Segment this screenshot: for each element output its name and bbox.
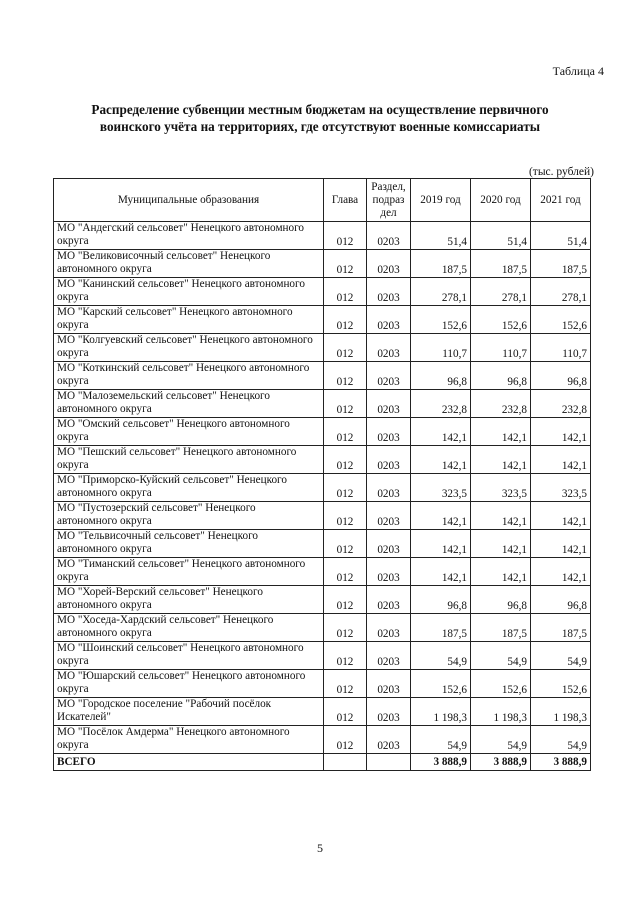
amount-2020: 142,1 <box>471 446 531 474</box>
municipality-name-line2: автономного округа <box>57 543 152 555</box>
table-row <box>54 558 591 586</box>
municipality-name-line2: автономного округа <box>57 487 152 499</box>
municipality-name-line1: МО "Городское поселение "Рабочий посёлок <box>57 698 272 710</box>
amount-2021: 323,5 <box>531 474 591 502</box>
section-code: 0203 <box>367 502 411 530</box>
municipality-name-line2: округа <box>57 571 89 583</box>
municipality-name-line1: МО "Малоземельский сельсовет" Ненецкого <box>57 390 270 402</box>
amount-2020: 187,5 <box>471 614 531 642</box>
col-header-2019: 2019 год <box>411 179 471 222</box>
amount-2019: 51,4 <box>411 222 471 250</box>
col-header-section-line3: дел <box>380 206 397 219</box>
section-code: 0203 <box>367 418 411 446</box>
total-row <box>54 754 591 771</box>
municipality-name-line2: округа <box>57 739 89 751</box>
municipality-name-line1: МО "Омский сельсовет" Ненецкого автономного <box>57 418 290 430</box>
chapter-code: 012 <box>324 278 367 306</box>
municipality-name <box>54 474 324 502</box>
section-code: 0203 <box>367 474 411 502</box>
amount-2021: 187,5 <box>531 614 591 642</box>
chapter-code: 012 <box>324 390 367 418</box>
amount-2019: 142,1 <box>411 558 471 586</box>
municipality-name <box>54 586 324 614</box>
municipality-name-line1: МО "Пешский сельсовет" Ненецкого автономного <box>57 446 297 458</box>
amount-2020: 323,5 <box>471 474 531 502</box>
amount-2019: 142,1 <box>411 502 471 530</box>
section-code: 0203 <box>367 670 411 698</box>
chapter-code: 012 <box>324 306 367 334</box>
chapter-code: 012 <box>324 698 367 726</box>
chapter-code: 012 <box>324 558 367 586</box>
amount-2021: 232,8 <box>531 390 591 418</box>
amount-2021: 96,8 <box>531 586 591 614</box>
municipality-name-line2: округа <box>57 347 89 359</box>
amount-2020: 152,6 <box>471 670 531 698</box>
amount-2019: 96,8 <box>411 586 471 614</box>
col-header-2021: 2021 год <box>531 179 591 222</box>
amount-2019: 187,5 <box>411 250 471 278</box>
amount-2019: 1 198,3 <box>411 698 471 726</box>
chapter-code: 012 <box>324 726 367 754</box>
amount-2021: 54,9 <box>531 726 591 754</box>
chapter-code: 012 <box>324 418 367 446</box>
amount-2021: 96,8 <box>531 362 591 390</box>
chapter-code: 012 <box>324 474 367 502</box>
section-code: 0203 <box>367 306 411 334</box>
table-row <box>54 586 591 614</box>
amount-2019: 142,1 <box>411 530 471 558</box>
total-2021: 3 888,9 <box>531 754 591 771</box>
amount-2021: 152,6 <box>531 306 591 334</box>
municipality-name <box>54 502 324 530</box>
section-code: 0203 <box>367 642 411 670</box>
municipality-name <box>54 418 324 446</box>
total-section <box>367 754 411 771</box>
chapter-code: 012 <box>324 446 367 474</box>
amount-2021: 142,1 <box>531 558 591 586</box>
amount-2020: 152,6 <box>471 306 531 334</box>
amount-2019: 232,8 <box>411 390 471 418</box>
total-label: ВСЕГО <box>54 754 324 771</box>
table-row <box>54 726 591 754</box>
total-2019: 3 888,9 <box>411 754 471 771</box>
amount-2020: 96,8 <box>471 362 531 390</box>
municipality-name <box>54 222 324 250</box>
amount-2020: 110,7 <box>471 334 531 362</box>
municipality-name-line1: МО "Колгуевский сельсовет" Ненецкого автономного <box>57 334 313 346</box>
municipality-name-line2: автономного округа <box>57 627 152 639</box>
section-code: 0203 <box>367 586 411 614</box>
col-header-municipality: Муниципальные образования <box>54 179 324 222</box>
municipality-name <box>54 642 324 670</box>
municipality-name-line1: МО "Приморско-Куйский сельсовет" Ненецкого <box>57 474 287 486</box>
amount-2019: 323,5 <box>411 474 471 502</box>
chapter-code: 012 <box>324 530 367 558</box>
document-title <box>60 101 580 135</box>
section-code: 0203 <box>367 222 411 250</box>
chapter-code: 012 <box>324 670 367 698</box>
title-line-1: Распределение субвенции местным бюджетам на осуществление первичного <box>91 102 549 117</box>
table-row <box>54 474 591 502</box>
chapter-code: 012 <box>324 502 367 530</box>
section-code: 0203 <box>367 362 411 390</box>
col-header-section <box>367 179 411 222</box>
municipality-name <box>54 670 324 698</box>
amount-2019: 54,9 <box>411 642 471 670</box>
table-row <box>54 250 591 278</box>
section-code: 0203 <box>367 446 411 474</box>
total-2020: 3 888,9 <box>471 754 531 771</box>
page-number: 5 <box>317 841 323 855</box>
municipality-name <box>54 278 324 306</box>
amount-2020: 54,9 <box>471 642 531 670</box>
municipality-name-line2: округа <box>57 683 89 695</box>
amount-2020: 142,1 <box>471 418 531 446</box>
amount-2021: 152,6 <box>531 670 591 698</box>
amount-2019: 278,1 <box>411 278 471 306</box>
table-row <box>54 698 591 726</box>
section-code: 0203 <box>367 726 411 754</box>
table-row <box>54 446 591 474</box>
amount-2020: 1 198,3 <box>471 698 531 726</box>
title-line-2: воинского учёта на территориях, где отсутствуют военные комиссариаты <box>99 119 541 134</box>
amount-2019: 187,5 <box>411 614 471 642</box>
chapter-code: 012 <box>324 250 367 278</box>
municipality-name <box>54 558 324 586</box>
amount-2019: 110,7 <box>411 334 471 362</box>
col-header-section-line2: подраз <box>372 193 405 206</box>
amount-2019: 152,6 <box>411 670 471 698</box>
table-row <box>54 306 591 334</box>
table-row <box>54 334 591 362</box>
section-code: 0203 <box>367 390 411 418</box>
amount-2019: 54,9 <box>411 726 471 754</box>
amount-2020: 187,5 <box>471 250 531 278</box>
municipality-name-line1: МО "Пустозерский сельсовет" Ненецкого <box>57 502 256 514</box>
table-body <box>54 222 591 754</box>
chapter-code: 012 <box>324 334 367 362</box>
municipality-name-line2: автономного округа <box>57 263 152 275</box>
municipality-name <box>54 698 324 726</box>
municipality-name <box>54 446 324 474</box>
chapter-code: 012 <box>324 222 367 250</box>
municipality-name-line2: округа <box>57 655 89 667</box>
section-code: 0203 <box>367 334 411 362</box>
municipality-name <box>54 306 324 334</box>
municipality-name <box>54 726 324 754</box>
table-row <box>54 222 591 250</box>
amount-2021: 142,1 <box>531 418 591 446</box>
municipality-name-line2: автономного округа <box>57 515 152 527</box>
municipality-name-line1: МО "Тельвисочный сельсовет" Ненецкого <box>57 530 258 542</box>
header-row <box>54 179 591 222</box>
municipality-name-line2: округа <box>57 375 89 387</box>
table-row <box>54 362 591 390</box>
amount-2021: 142,1 <box>531 446 591 474</box>
amount-2019: 142,1 <box>411 418 471 446</box>
table-row <box>54 530 591 558</box>
table-row <box>54 614 591 642</box>
municipality-name <box>54 614 324 642</box>
table-number: Таблица 4 <box>552 64 604 78</box>
amount-2019: 142,1 <box>411 446 471 474</box>
municipality-name-line1: МО "Карский сельсовет" Ненецкого автономного <box>57 306 293 318</box>
municipality-name-line1: МО "Посёлок Амдерма" Ненецкого автономного <box>57 726 290 738</box>
table-row <box>54 502 591 530</box>
municipality-name-line2: Искателей" <box>57 711 111 723</box>
amount-2020: 232,8 <box>471 390 531 418</box>
units-label: (тыс. рублей) <box>528 166 594 178</box>
col-header-section-line1: Раздел, <box>371 180 406 193</box>
municipality-name-line2: автономного округа <box>57 599 152 611</box>
municipality-name <box>54 530 324 558</box>
municipality-name <box>54 390 324 418</box>
total-chapter <box>324 754 367 771</box>
section-code: 0203 <box>367 250 411 278</box>
municipality-name-line2: округа <box>57 431 89 443</box>
amount-2021: 142,1 <box>531 530 591 558</box>
municipality-name <box>54 250 324 278</box>
amount-2020: 142,1 <box>471 502 531 530</box>
municipality-name-line2: округа <box>57 291 89 303</box>
municipality-name-line1: МО "Канинский сельсовет" Ненецкого автономного <box>57 278 305 290</box>
table-row <box>54 418 591 446</box>
amount-2020: 278,1 <box>471 278 531 306</box>
amount-2020: 142,1 <box>471 530 531 558</box>
municipality-name-line1: МО "Юшарский сельсовет" Ненецкого автономного <box>57 670 306 682</box>
section-code: 0203 <box>367 530 411 558</box>
section-code: 0203 <box>367 278 411 306</box>
amount-2020: 142,1 <box>471 558 531 586</box>
table-row <box>54 670 591 698</box>
chapter-code: 012 <box>324 614 367 642</box>
section-code: 0203 <box>367 558 411 586</box>
table-row <box>54 278 591 306</box>
amount-2021: 142,1 <box>531 502 591 530</box>
amount-2021: 187,5 <box>531 250 591 278</box>
amount-2019: 96,8 <box>411 362 471 390</box>
amount-2019: 152,6 <box>411 306 471 334</box>
col-header-2020: 2020 год <box>471 179 531 222</box>
municipality-name-line1: МО "Хорей-Верский сельсовет" Ненецкого <box>57 586 263 598</box>
subvention-table <box>53 178 591 771</box>
municipality-name-line2: округа <box>57 319 89 331</box>
municipality-name <box>54 334 324 362</box>
municipality-name-line1: МО "Хоседа-Хардский сельсовет" Ненецкого <box>57 614 274 626</box>
chapter-code: 012 <box>324 586 367 614</box>
municipality-name-line2: округа <box>57 235 89 247</box>
municipality-name <box>54 362 324 390</box>
municipality-name-line1: МО "Великовисочный сельсовет" Ненецкого <box>57 250 271 262</box>
amount-2021: 54,9 <box>531 642 591 670</box>
amount-2020: 51,4 <box>471 222 531 250</box>
municipality-name-line1: МО "Коткинский сельсовет" Ненецкого автономного <box>57 362 310 374</box>
table-row <box>54 642 591 670</box>
chapter-code: 012 <box>324 642 367 670</box>
amount-2021: 1 198,3 <box>531 698 591 726</box>
amount-2020: 54,9 <box>471 726 531 754</box>
amount-2021: 278,1 <box>531 278 591 306</box>
amount-2020: 96,8 <box>471 586 531 614</box>
section-code: 0203 <box>367 614 411 642</box>
section-code: 0203 <box>367 698 411 726</box>
municipality-name-line1: МО "Тиманский сельсовет" Ненецкого автономного <box>57 558 306 570</box>
municipality-name-line2: округа <box>57 459 89 471</box>
col-header-chapter: Глава <box>324 179 367 222</box>
table-row <box>54 390 591 418</box>
chapter-code: 012 <box>324 362 367 390</box>
municipality-name-line1: МО "Андегский сельсовет" Ненецкого автономного <box>57 222 305 234</box>
amount-2021: 110,7 <box>531 334 591 362</box>
municipality-name-line2: автономного округа <box>57 403 152 415</box>
municipality-name-line1: МО "Шоинский сельсовет" Ненецкого автономного <box>57 642 304 654</box>
amount-2021: 51,4 <box>531 222 591 250</box>
